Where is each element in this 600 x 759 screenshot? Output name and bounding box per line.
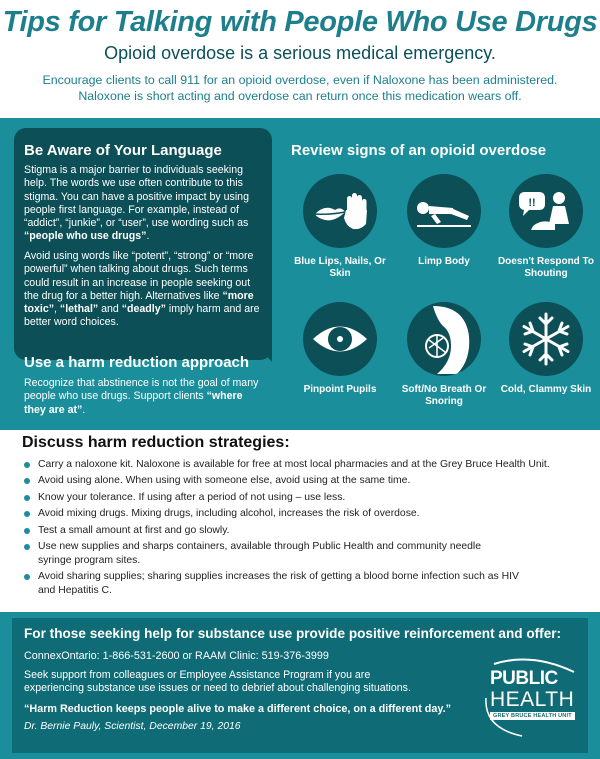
info-panel [0, 118, 600, 430]
language-paragraph-1: Stigma is a major barrier to individuals seeking help. The words we use often contribute to this stigma. You can have a positive impact by using people first language. For example, instead of “addict”, “junkie”, or “user”, use wording such as “people who use drugs”. [24, 164, 249, 243]
list-item: Know your tolerance. If using after a period of not using – use less. [24, 491, 584, 504]
footer-contact: ConnexOntario: 1-866-531-2600 or RAAM Clinic: 519-376-3999 [24, 650, 329, 662]
list-item: Avoid mixing drugs. Mixing drugs, including alcohol, increases the risk of overdose. [24, 507, 584, 520]
list-item: Avoid using alone. When using with someone else, avoid using at the same time. [24, 474, 584, 487]
harm-approach-text: Recognize that abstinence is not the goal of many people who use drugs. Support clients “where they are at”. [24, 377, 259, 416]
sign-blue-lips [290, 174, 390, 280]
footer-panel [12, 618, 588, 753]
sign-label: Soft/No Breath Or Snoring [401, 384, 487, 407]
list-item: Avoid sharing supplies; sharing supplies increases the risk of getting a blood borne infection such as HIV and Hepatitis C. [24, 570, 524, 597]
sign-label: Limp Body [418, 256, 470, 267]
sign-no-response [496, 174, 596, 280]
limp-body-icon [407, 174, 481, 248]
footer-support: Seek support from colleagues or Employee Assistance Program if you are experiencing substance use issues or need to debrief about challenging situations. [24, 669, 411, 695]
lips-hand-icon [303, 174, 377, 248]
language-paragraph-2: Avoid using words like “potent”, “strong” or “more powerful” when talking about drugs. Such terms could result in an increase in people seeking out the drug for a better high. Alternatives like “more toxic”, “lethal” and “deadly” imply harm and are better word choices. [24, 250, 260, 329]
strategies-heading: Discuss harm reduction strategies: [22, 434, 290, 451]
shouting-icon [509, 174, 583, 248]
svg-text:!!: !! [528, 197, 536, 209]
harm-approach-heading: Use a harm reduction approach [24, 354, 250, 371]
sign-label: Pinpoint Pupils [303, 384, 377, 395]
footer-heading: For those seeking help for substance use provide positive reinforcement and offer: [24, 626, 562, 641]
sign-soft-breath [394, 302, 494, 408]
logo-line-3: GREY BRUCE HEALTH UNIT [490, 712, 575, 720]
public-health-logo [482, 658, 582, 738]
sign-label: Doesn't Respond To Shouting [497, 256, 595, 279]
page-subtitle: Opioid overdose is a serious medical emergency. [104, 43, 496, 63]
footer-quote: “Harm Reduction keeps people alive to make a different choice, on a different day.” [24, 703, 451, 715]
sign-label: Cold, Clammy Skin [500, 384, 592, 395]
footer [0, 612, 600, 759]
strategies-section [12, 430, 588, 608]
sign-label: Blue Lips, Nails, Or Skin [294, 256, 386, 279]
header [0, 0, 600, 118]
bubble-tail [246, 334, 272, 362]
signs-heading: Review signs of an opioid overdose [291, 142, 547, 159]
sign-limp-body [394, 174, 494, 268]
list-item: Carry a naloxone kit. Naloxone is available for free at most local pharmacies and at the Grey Bruce Health Unit. [24, 458, 584, 471]
footer-attribution: Dr. Bernie Pauly, Scientist, December 19, 2016 [24, 721, 241, 732]
list-item: Use new supplies and sharps containers, available through Public Health and community needle syringe program sites. [24, 540, 494, 567]
list-item: Test a small amount at first and go slowly. [24, 524, 584, 537]
eye-icon [303, 302, 377, 376]
strategies-list [24, 458, 584, 600]
language-heading: Be Aware of Your Language [24, 142, 222, 159]
breath-icon [407, 302, 481, 376]
logo-line-1: PUBLIC [490, 668, 558, 689]
intro-text: Encourage clients to call 911 for an opioid overdose, even if Naloxone has been administered. Naloxone is short acting and overdose can return once this medication wears off. [42, 73, 558, 103]
page-title: Tips for Talking with People Who Use Drugs [2, 6, 598, 38]
sign-cold-skin [496, 302, 596, 396]
snowflake-icon [509, 302, 583, 376]
logo-line-2: HEALTH [490, 688, 575, 711]
sign-pinpoint-pupils [290, 302, 390, 396]
